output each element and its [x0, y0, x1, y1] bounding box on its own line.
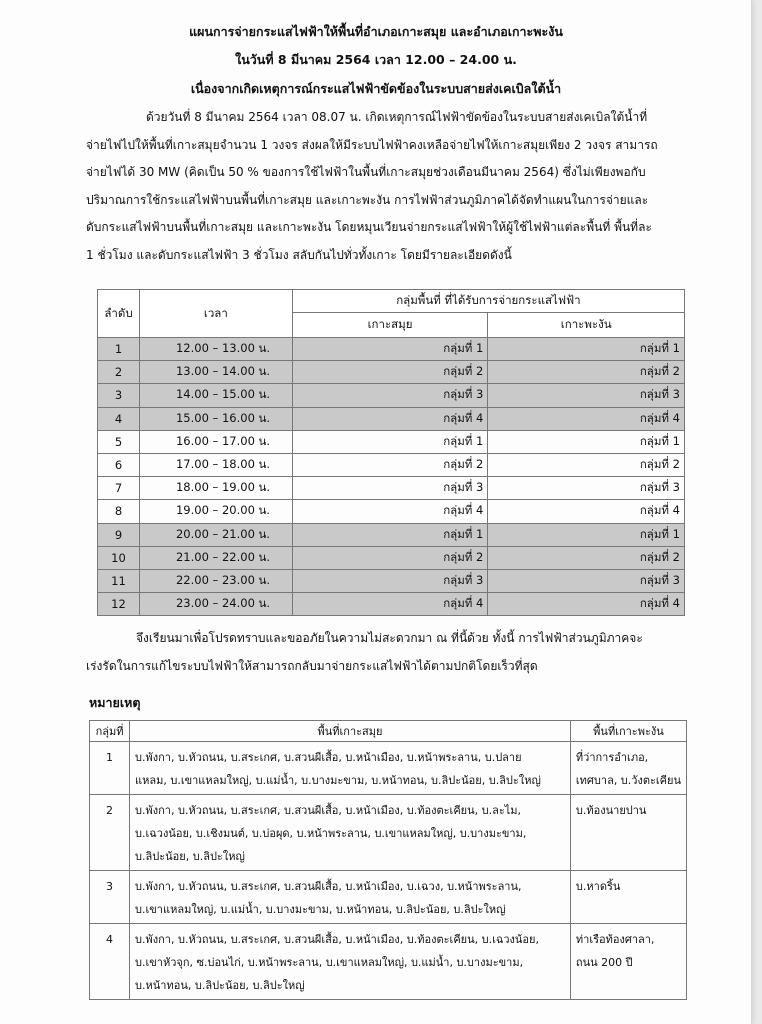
schedule-row — [98, 523, 685, 546]
schedule-row — [98, 430, 685, 453]
schedule-row — [98, 477, 685, 500]
schedule-cell-samui: กลุ่มที่ 1 — [292, 523, 488, 546]
schedule-cell-no: 4 — [98, 407, 140, 430]
schedule-cell-time: 13.00 – 14.00 น. — [139, 361, 292, 384]
notes-cell-group: 2 — [90, 795, 130, 871]
schedule-cell-time: 15.00 – 16.00 น. — [139, 407, 292, 430]
notes-samui-line: บ.หน้าทอน, บ.ลิปะน้อย, บ.ลิปะใหญ่ — [135, 979, 305, 992]
intro-line: จ่ายไฟได้ 30 MW (คิดเป็น 50 % ของการใช้ไฟฟ้าในพื้นที่เกาะสมุยช่วงเดือนมีนาคม 2564) ซึ่งไม่เพียงพอกับ — [86, 165, 646, 179]
notes-phangan-line: ถนน 200 ปี — [575, 956, 633, 969]
notes-phangan-line: เทศบาล, บ.วังตะเคียน — [575, 774, 681, 787]
notes-cell-phangan — [570, 871, 686, 924]
closing-line: เร่งรัดในการแก้ไขระบบไฟฟ้าให้สามารถกลับมาจ่ายกระแสไฟฟ้าได้ตามปกติโดยเร็วที่สุด — [86, 658, 538, 673]
schedule-cell-phangan: กลุ่มที่ 2 — [488, 546, 685, 569]
schedule-cell-no: 1 — [98, 338, 140, 361]
schedule-cell-samui: กลุ่มที่ 3 — [292, 477, 488, 500]
schedule-cell-no: 7 — [98, 477, 140, 500]
schedule-cell-no: 6 — [98, 453, 140, 476]
schedule-cell-time: 20.00 – 21.00 น. — [139, 523, 292, 546]
schedule-cell-time: 12.00 – 13.00 น. — [139, 338, 292, 361]
schedule-cell-time: 22.00 – 23.00 น. — [139, 569, 292, 592]
schedule-cell-samui: กลุ่มที่ 1 — [292, 430, 488, 453]
closing-paragraph — [86, 625, 692, 680]
notes-row — [90, 742, 687, 795]
schedule-cell-phangan: กลุ่มที่ 2 — [488, 361, 685, 384]
schedule-cell-time: 16.00 – 17.00 น. — [139, 430, 292, 453]
schedule-cell-no: 3 — [98, 384, 140, 407]
notes-header-group: กลุ่มที่ — [90, 721, 130, 742]
intro-line: ด้วยวันที่ 8 มีนาคม 2564 เวลา 08.07 น. เกิดเหตุการณ์ไฟฟ้าขัดข้องในระบบสายส่งเคเบิลใต้น้ำที่ — [146, 110, 648, 124]
notes-body — [90, 742, 687, 1000]
schedule-row — [98, 500, 685, 523]
notes-samui-line: แหลม, บ.เขาแหลมใหญ่, บ.แม่น้ำ, บ.บางมะขาม, บ.หน้าทอน, บ.ลิปะน้อย, บ.ลิปะใหญ่ — [135, 774, 541, 787]
schedule-body — [98, 338, 685, 616]
notes-cell-group: 4 — [90, 924, 130, 1000]
notes-phangan-line: ที่ว่าการอำเภอ, — [575, 751, 649, 764]
schedule-cell-samui: กลุ่มที่ 2 — [292, 453, 488, 476]
notes-cell-samui — [130, 742, 571, 795]
schedule-cell-samui: กลุ่มที่ 1 — [292, 338, 488, 361]
schedule-cell-samui: กลุ่มที่ 3 — [292, 384, 488, 407]
schedule-cell-time: 21.00 – 22.00 น. — [139, 546, 292, 569]
notes-row — [90, 871, 687, 924]
notes-samui-line: บ.เขาหัวจุก, ซ.บ่อนไก่, บ.หน้าพระลาน, บ.เขาแหลมใหญ่, บ.แม่น้ำ, บ.บางมะขาม, — [135, 956, 524, 969]
closing-line: จึงเรียนมาเพื่อโปรดทราบและขออภัยในความไม่สะดวกมา ณ ที่นี้ด้วย ทั้งนี้ การไฟฟ้าส่วนภูมิภาคจะ — [136, 631, 643, 645]
schedule-header-samui: เกาะสมุย — [292, 313, 488, 338]
notes-samui-line: บ.เขาแหลมใหญ่, บ.แม่น้ำ, บ.บางมะขาม, บ.หน้าทอน, บ.ลิปะน้อย, บ.ลิปะใหญ่ — [135, 903, 506, 916]
schedule-row — [98, 407, 685, 430]
notes-cell-phangan — [570, 795, 686, 871]
schedule-table — [97, 289, 685, 616]
schedule-header-time: เวลา — [139, 290, 292, 338]
notes-samui-line: บ.พังกา, บ.หัวถนน, บ.สระเกศ, บ.สวนผีเสื้อ, บ.หน้าเมือง, บ.ท้องตะเคียน, บ.ละไม, — [135, 804, 522, 817]
schedule-header-no: ลำดับ — [98, 290, 140, 338]
notes-phangan-line: ท่าเรือท้องศาลา, — [575, 933, 655, 946]
document-date: ในวันที่ 8 มีนาคม 2564 เวลา 12.00 – 24.00 น. — [235, 52, 517, 67]
notes-header-phangan: พื้นที่เกาะพะงัน — [570, 721, 686, 742]
schedule-header-group: กลุ่มพื้นที่ ที่ได้รับการจ่ายกระแสไฟฟ้า — [292, 290, 684, 313]
schedule-cell-no: 2 — [98, 361, 140, 384]
notes-header-samui: พื้นที่เกาะสมุย — [130, 721, 571, 742]
notes-table — [89, 720, 687, 1000]
schedule-cell-phangan: กลุ่มที่ 1 — [488, 523, 685, 546]
notes-row — [90, 795, 687, 871]
schedule-row — [98, 453, 685, 476]
notes-samui-line: บ.เฉวงน้อย, บ.เชิงมนต์, บ.บ่อผุด, บ.หน้าพระลาน, บ.เขาแหลมใหญ่, บ.บางมะขาม, — [135, 827, 527, 840]
schedule-row — [98, 546, 685, 569]
schedule-header-phangan: เกาะพะงัน — [488, 313, 685, 338]
schedule-cell-no: 5 — [98, 430, 140, 453]
document-title: แผนการจ่ายกระแสไฟฟ้าให้พื้นที่อำเภอเกาะสมุย และอำเภอเกาะพะงัน — [189, 24, 563, 39]
schedule-cell-phangan: กลุ่มที่ 4 — [488, 593, 685, 616]
schedule-cell-no: 8 — [98, 500, 140, 523]
notes-cell-phangan — [570, 924, 686, 1000]
notes-cell-samui — [130, 795, 571, 871]
notes-row — [90, 924, 687, 1000]
notes-cell-group: 3 — [90, 871, 130, 924]
notes-samui-line: บ.พังกา, บ.หัวถนน, บ.สระเกศ, บ.สวนผีเสื้อ, บ.หน้าเมือง, บ.ท้องตะเคียน, บ.เฉวงน้อย, — [135, 933, 539, 946]
schedule-cell-phangan: กลุ่มที่ 4 — [488, 407, 685, 430]
schedule-cell-samui: กลุ่มที่ 4 — [292, 593, 488, 616]
document-subtitle: เนื่องจากเกิดเหตุการณ์กระแสไฟฟ้าขัดข้องในระบบสายส่งเคเบิลใต้น้ำ — [190, 81, 562, 96]
notes-samui-line: บ.ลิปะน้อย, บ.ลิปะใหญ่ — [135, 850, 245, 863]
schedule-cell-phangan: กลุ่มที่ 3 — [488, 384, 685, 407]
notes-phangan-line: บ.หาดริ้น — [575, 880, 621, 893]
schedule-cell-samui: กลุ่มที่ 2 — [292, 546, 488, 569]
schedule-cell-no: 11 — [98, 569, 140, 592]
schedule-cell-phangan: กลุ่มที่ 4 — [488, 500, 685, 523]
intro-line: 1 ชั่วโมง และดับกระแสไฟฟ้า 3 ชั่วโมง สลับกันไปทั่วทั้งเกาะ โดยมีรายละเอียดดังนี้ — [86, 247, 512, 262]
notes-cell-samui — [130, 924, 571, 1000]
schedule-cell-time: 19.00 – 20.00 น. — [139, 500, 292, 523]
schedule-cell-time: 14.00 – 15.00 น. — [139, 384, 292, 407]
intro-line: จ่ายไฟไปให้พื้นที่เกาะสมุยจำนวน 1 วงจร ส่งผลให้มีระบบไฟฟ้าคงเหลือจ่ายไฟให้เกาะสมุยเพียง 2 วงจร สามารถ — [86, 137, 658, 152]
notes-samui-line: บ.พังกา, บ.หัวถนน, บ.สระเกศ, บ.สวนผีเสื้อ, บ.หน้าเมือง, บ.เฉวง, บ.หน้าพระลาน, — [135, 880, 522, 893]
intro-paragraph — [86, 104, 692, 269]
notes-phangan-line: บ.ท้องนายปาน — [575, 804, 647, 817]
schedule-cell-time: 18.00 – 19.00 น. — [139, 477, 292, 500]
schedule-cell-no: 10 — [98, 546, 140, 569]
schedule-cell-phangan: กลุ่มที่ 1 — [488, 338, 685, 361]
schedule-row — [98, 593, 685, 616]
notes-samui-line: บ.พังกา, บ.หัวถนน, บ.สระเกศ, บ.สวนผีเสื้อ, บ.หน้าเมือง, บ.หน้าพระลาน, บ.ปลาย — [135, 751, 522, 764]
schedule-cell-phangan: กลุ่มที่ 2 — [488, 453, 685, 476]
schedule-cell-samui: กลุ่มที่ 2 — [292, 361, 488, 384]
schedule-cell-no: 9 — [98, 523, 140, 546]
notes-heading: หมายเหตุ — [89, 695, 141, 710]
schedule-row — [98, 338, 685, 361]
schedule-cell-phangan: กลุ่มที่ 1 — [488, 430, 685, 453]
schedule-cell-samui: กลุ่มที่ 4 — [292, 407, 488, 430]
schedule-row — [98, 384, 685, 407]
notes-cell-samui — [130, 871, 571, 924]
schedule-cell-no: 12 — [98, 593, 140, 616]
schedule-cell-phangan: กลุ่มที่ 3 — [488, 477, 685, 500]
schedule-cell-time: 17.00 – 18.00 น. — [139, 453, 292, 476]
schedule-cell-samui: กลุ่มที่ 4 — [292, 500, 488, 523]
notes-cell-group: 1 — [90, 742, 130, 795]
intro-line: ดับกระแสไฟฟ้าบนพื้นที่เกาะสมุย และเกาะพะงัน โดยหมุนเวียนจ่ายกระแสไฟฟ้าให้ผู้ใช้ไฟฟ้าแต่ละพื้นที่ พื้นที่ละ — [86, 220, 652, 234]
schedule-cell-phangan: กลุ่มที่ 3 — [488, 569, 685, 592]
intro-line: ปริมาณการใช้กระแสไฟฟ้าบนพื้นที่เกาะสมุย และเกาะพะงัน การไฟฟ้าส่วนภูมิภาคได้จัดทำแผนในการจ่ายและ — [86, 192, 649, 207]
schedule-row — [98, 569, 685, 592]
schedule-cell-time: 23.00 – 24.00 น. — [139, 593, 292, 616]
notes-cell-phangan — [570, 742, 686, 795]
schedule-cell-samui: กลุ่มที่ 3 — [292, 569, 488, 592]
schedule-row — [98, 361, 685, 384]
